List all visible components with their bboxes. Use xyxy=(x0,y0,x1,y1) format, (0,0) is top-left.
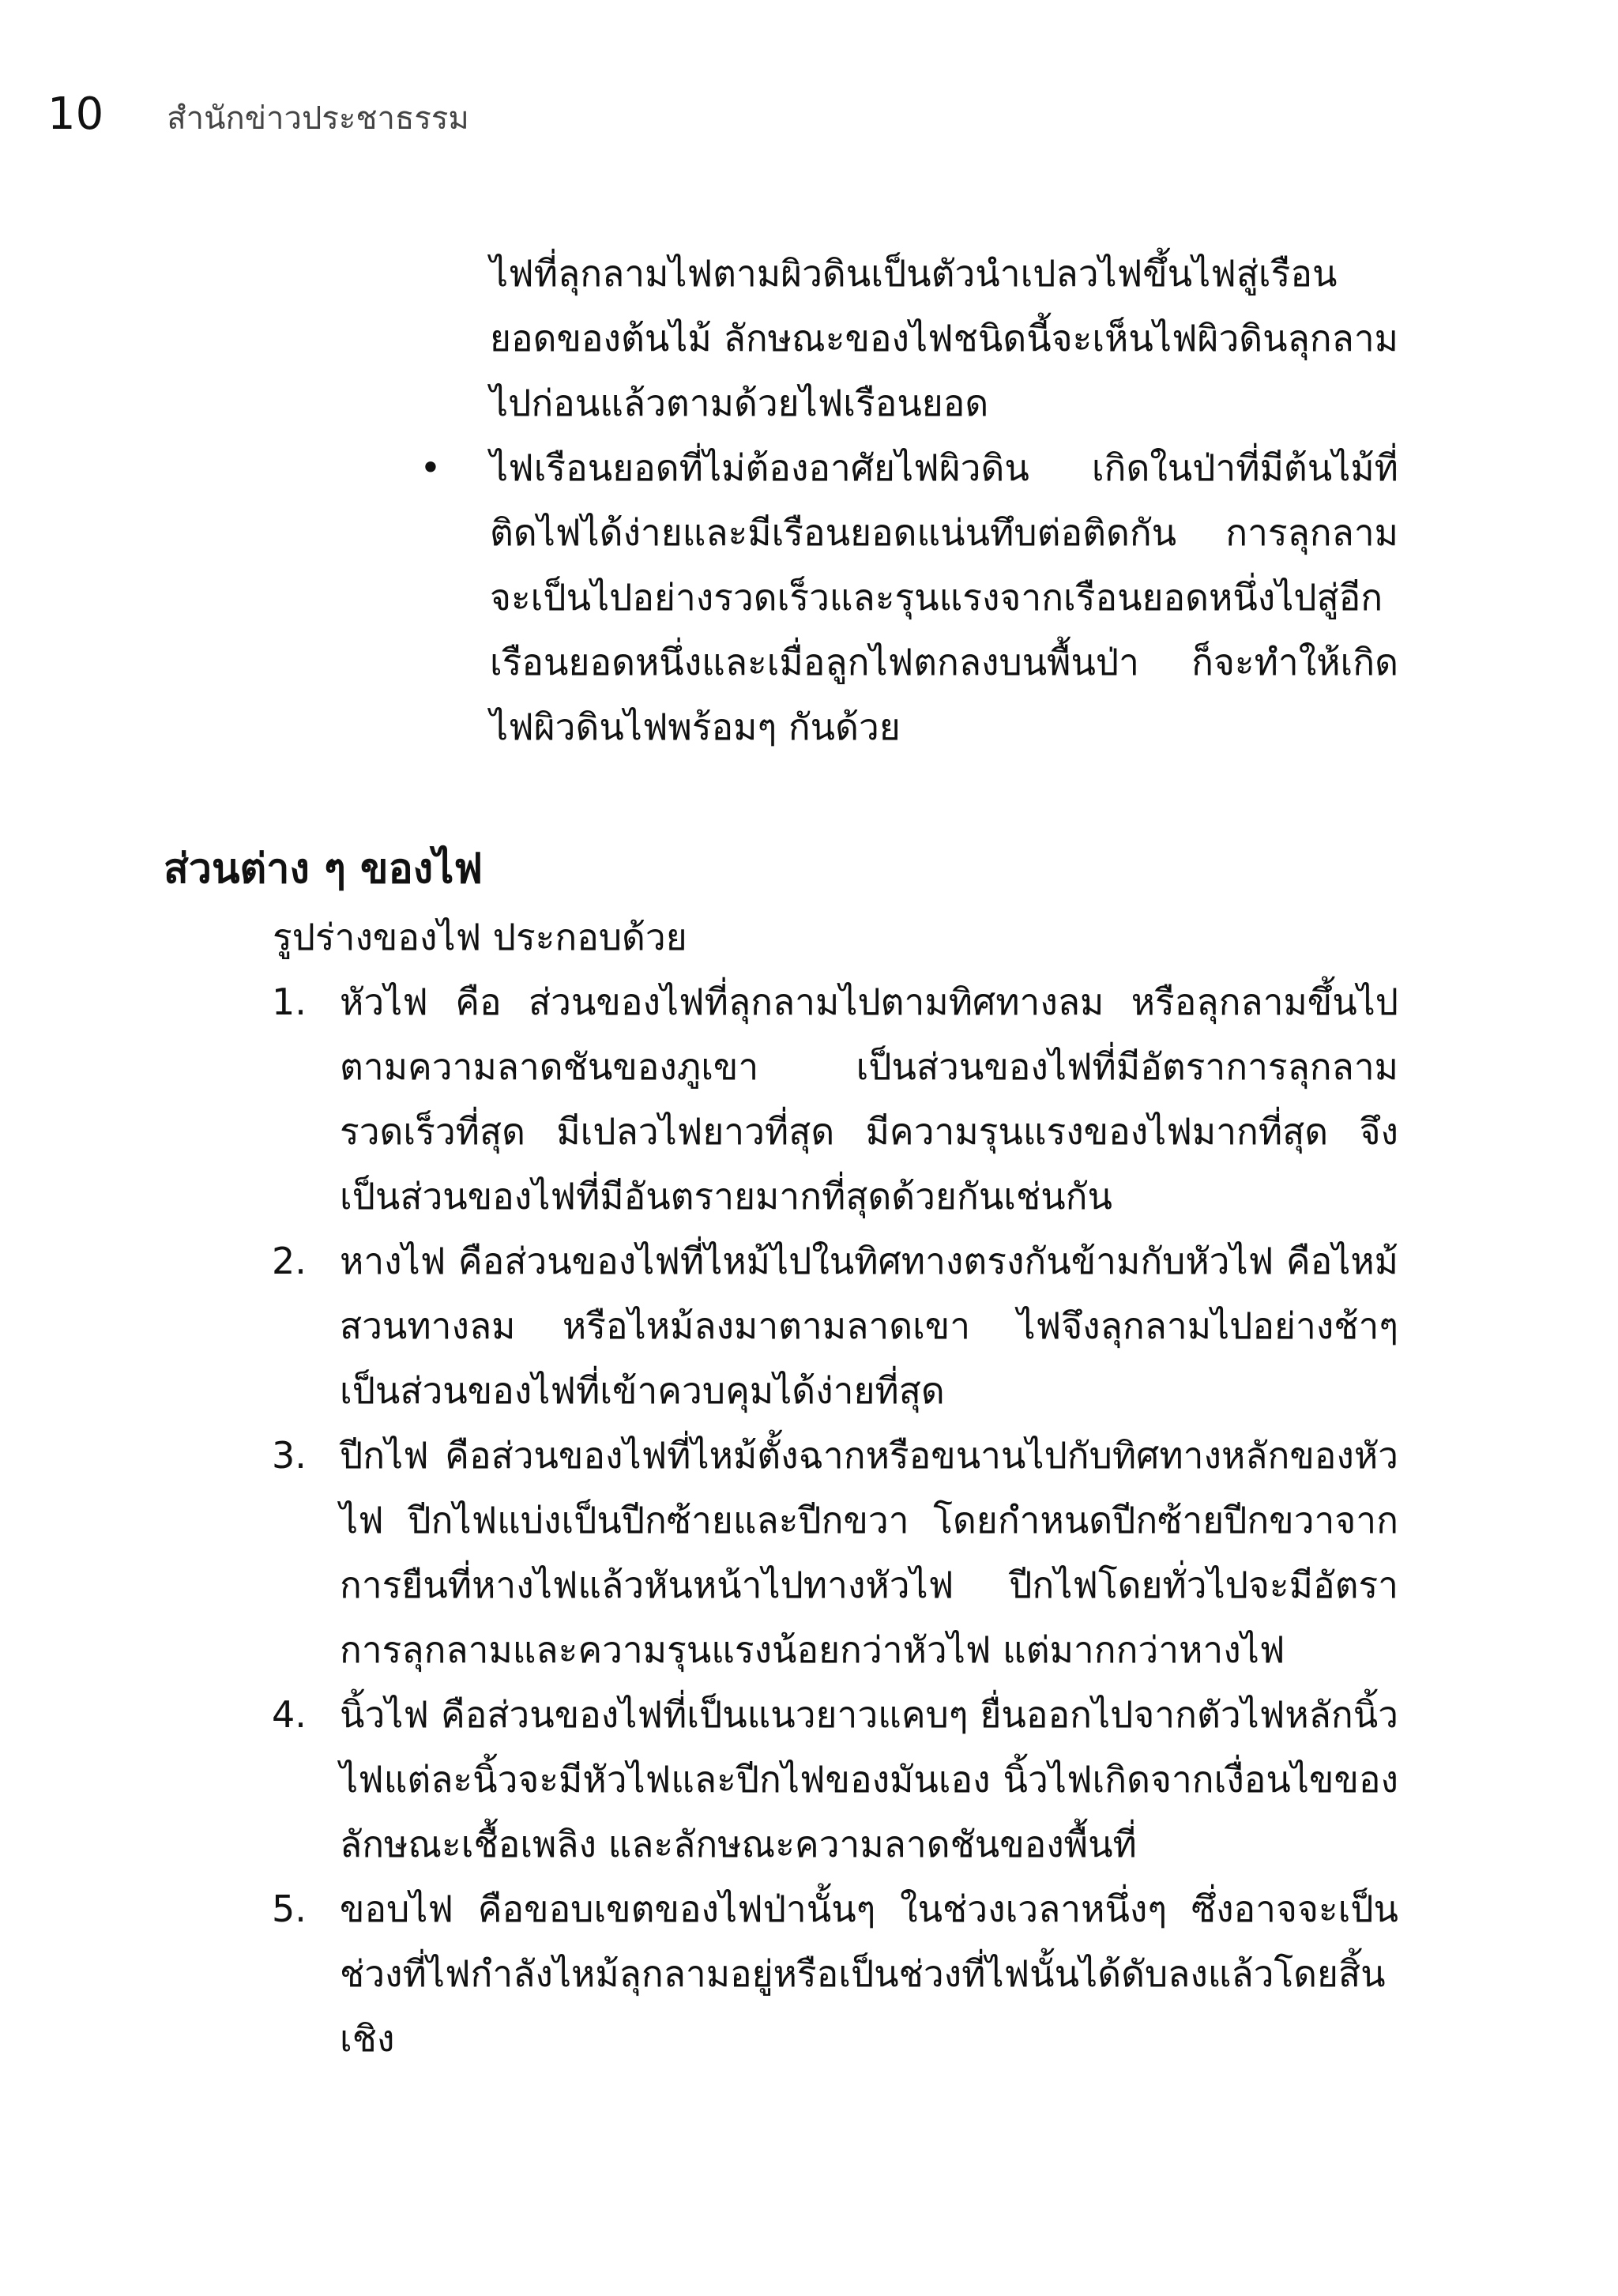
bullet-dot-icon: • xyxy=(420,446,442,489)
item-text: ปีกไฟ คือส่วนของไฟที่ไหม้ตั้งฉากหรือขนานไปกับทิศทางหลักของหัวไฟ ปีกไฟแบ่งเป็นปีกซ้ายและปีกขวา โดยกำหนดปีกซ้ายปีกขวาจากการยืนที่หางไฟแล้วหันหน้าไปทางหัวไฟ ปีกไฟโดยทั่วไปจะมีอัตราการลุกลามและความรุนแรงน้อยกว่าหัวไฟ แต่มากกว่าหางไฟ xyxy=(340,1434,1398,1671)
intro-block xyxy=(420,241,1398,759)
item-text: หัวไฟ คือ ส่วนของไฟที่ลุกลามไปตามทิศทางลม หรือลุกลามขึ้นไปตามความลาดชันของภูเขา เป็นส่วนของไฟที่มีอัตราการลุกลามรวดเร็วที่สุด มีเปลวไฟยาวที่สุด มีความรุนแรงของไฟมากที่สุด จึงเป็นส่วนของไฟที่มีอันตรายมากที่สุดด้วยกันเช่นกัน xyxy=(340,981,1398,1218)
list-item xyxy=(272,1423,1398,1682)
list-item xyxy=(272,1682,1398,1876)
list-item xyxy=(272,1876,1398,2071)
page-number: 10 xyxy=(47,88,104,140)
fire-parts-list xyxy=(272,969,1398,2071)
bullet-text: ไฟเรือนยอดที่ไม่ต้องอาศัยไฟผิวดิน เกิดในป่าที่มีต้นไม้ที่ติดไฟได้ง่ายและมีเรือนยอดแน่นทึบต่อติดกัน การลุกลามจะเป็นไปอย่างรวดเร็วและรุนแรงจากเรือนยอดหนึ่งไปสู่อีกเรือนยอดหนึ่งและเมื่อลูกไฟตกลงบนพื้นป่า ก็จะทำให้เกิดไฟผิวดินไฟพร้อมๆ กันด้วย xyxy=(490,446,1398,748)
list-item xyxy=(272,969,1398,1229)
item-text: หางไฟ คือส่วนของไฟที่ไหม้ไปในทิศทางตรงกันข้ามกับหัวไฟ คือไหม้สวนทางลม หรือไหม้ลงมาตามลาดเขา ไฟจึงลุกลามไปอย่างช้าๆ เป็นส่วนของไฟที่เข้าควบคุมได้ง่ายที่สุด xyxy=(340,1240,1398,1412)
running-head: สำนักข่าวประชาธรรม xyxy=(167,100,469,137)
item-text: นิ้วไฟ คือส่วนของไฟที่เป็นแนวยาวแคบๆ ยื่นออกไปจากตัวไฟหลักนิ้วไฟแต่ละนิ้วจะมีหัวไฟและปีกไฟของมันเอง นิ้วไฟเกิดจากเงื่อนไขของลักษณะเชื้อเพลิง และลักษณะความลาดชันของพื้นที่ xyxy=(340,1693,1398,1865)
item-number: 3. xyxy=(272,1434,307,1477)
item-number: 2. xyxy=(272,1240,307,1282)
intro-paragraph: ไฟที่ลุกลามไฟตามผิวดินเป็นตัวนำเปลวไฟขึ้นไฟสู่เรือนยอดของต้นไม้ ลักษณะของไฟชนิดนี้จะเห็นไฟผิวดินลุกลามไปก่อนแล้วตามด้วยไฟเรือนยอด xyxy=(490,252,1398,424)
item-number: 1. xyxy=(272,981,307,1023)
bullet-item xyxy=(420,435,1398,759)
page-header xyxy=(47,88,469,143)
section-title: ส่วนต่าง ๆ ของไฟ xyxy=(164,845,484,893)
bullet-list xyxy=(420,435,1398,759)
list-item xyxy=(272,1229,1398,1423)
section-intro: รูปร่างของไฟ ประกอบด้วย xyxy=(273,916,687,958)
item-text: ขอบไฟ คือขอบเขตของไฟป่านั้นๆ ในช่วงเวลาหนึ่งๆ ซึ่งอาจจะเป็นช่วงที่ไฟกำลังไหม้ลุกลามอยู่หรือเป็นช่วงที่ไฟนั้นได้ดับลงแล้วโดยสิ้นเชิง xyxy=(340,1888,1398,2060)
item-number: 4. xyxy=(272,1693,307,1736)
item-number: 5. xyxy=(272,1888,307,1930)
